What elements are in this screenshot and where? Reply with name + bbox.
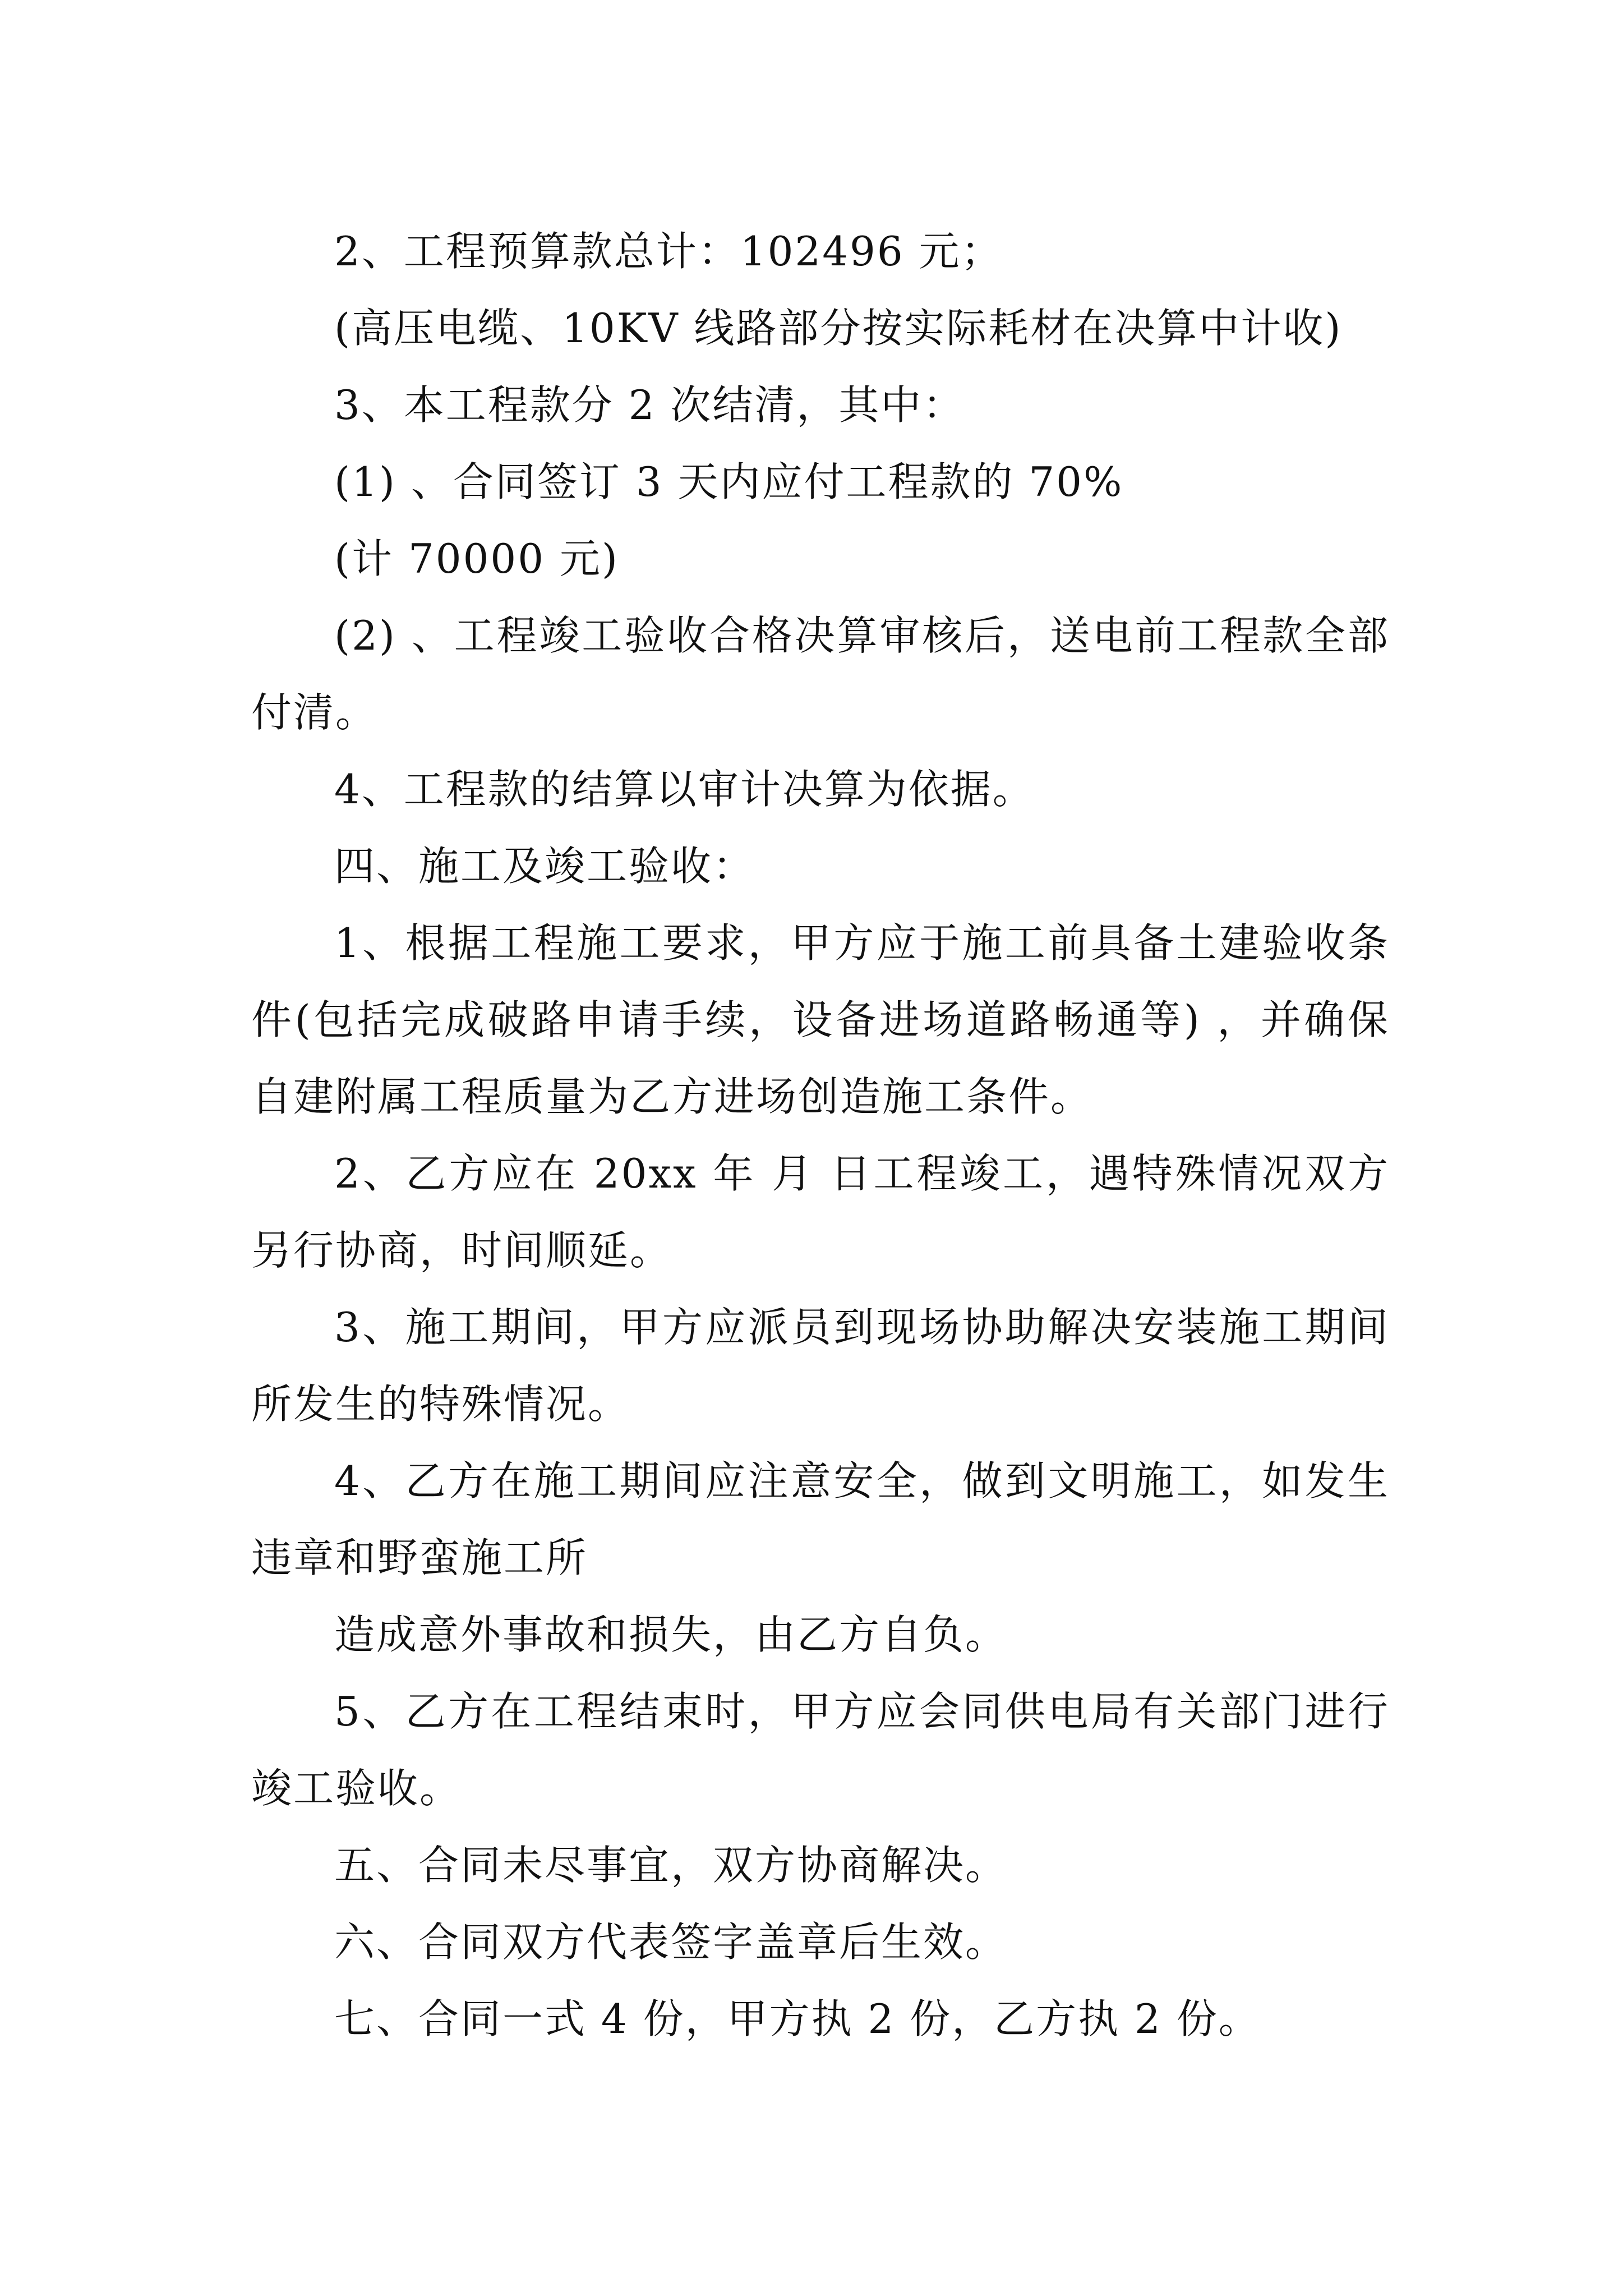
paragraph-final-acceptance: 5、乙方在工程结束时，甲方应会同供电局有关部门进行竣工验收。	[251, 1688, 1390, 1812]
paragraph-effectiveness: 六、合同双方代表签字盖章后生效。	[334, 1918, 1008, 1966]
document-body	[251, 213, 1390, 2058]
paragraph-onsite-assistance: 3、施工期间，甲方应派员到现场协助解决安装施工期间所发生的特殊情况。	[251, 1304, 1390, 1428]
paragraph-cable-note: (高压电缆、10KV 线路部分按实际耗材在决算中计收)	[334, 305, 1343, 352]
paragraph-second-payment: (2) 、工程竣工验收合格决算审核后，送电前工程款全部付清。	[251, 612, 1390, 736]
paragraph-budget-total: 2、工程预算款总计：102496 元；	[334, 228, 1003, 275]
paragraph-unresolved-matters: 五、合同未尽事宜，双方协商解决。	[334, 1842, 1008, 1889]
section-heading-acceptance: 四、施工及竣工验收：	[334, 843, 755, 890]
paragraph-safety: 4、乙方在施工期间应注意安全，做到文明施工，如发生违章和野蛮施工所	[251, 1457, 1390, 1581]
paragraph-liability: 造成意外事故和损失，由乙方自负。	[334, 1611, 1008, 1658]
paragraph-first-payment: (1) 、合同签订 3 天内应付工程款的 70%	[334, 458, 1124, 505]
paragraph-construction-conditions: 1、根据工程施工要求，甲方应于施工前具备土建验收条件(包括完成破路申请手续，设备进场道路畅通等) ，并确保自建附属工程质量为乙方进场创造施工条件。	[251, 919, 1390, 1120]
paragraph-settlement-basis: 4、工程款的结算以审计决算为依据。	[334, 766, 1035, 813]
paragraph-copies: 七、合同一式 4 份，甲方执 2 份，乙方执 2 份。	[334, 1995, 1261, 2042]
paragraph-completion-date: 2、乙方应在 20xx 年 月 日工程竣工，遇特殊情况双方另行协商，时间顺延。	[251, 1150, 1390, 1274]
paragraph-payment-terms: 3、本工程款分 2 次结清，其中：	[334, 381, 965, 429]
paragraph-first-payment-amount: (计 70000 元)	[334, 535, 619, 582]
